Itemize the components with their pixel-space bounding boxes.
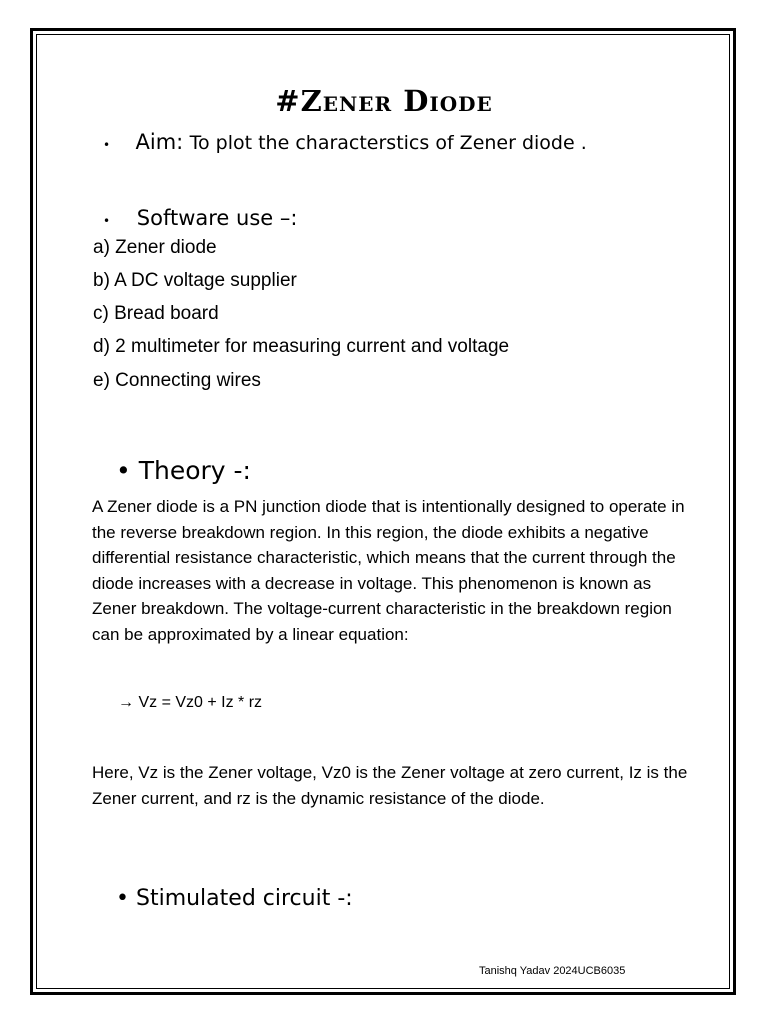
circuit-heading: [116, 886, 353, 911]
list-item: e) Connecting wires: [93, 370, 261, 391]
software-heading: [103, 206, 297, 230]
aim-text: To plot the characterstics of Zener diode .: [189, 132, 587, 154]
software-heading-text: Software use –:: [136, 206, 298, 230]
theory-heading-text: Theory -:: [138, 456, 251, 485]
aim-line: [103, 130, 587, 154]
aim-label: Aim:: [135, 130, 184, 154]
theory-paragraph: A Zener diode is a PN junction diode that is intentionally designed to operate in the reverse breakdown region. In this region, the diode exhibits a negative differential resistance characteristic, which means that the current through the diode increases with a decrease in voltage. This phenomenon is known as Zener breakdown. The voltage-current characteristic in the breakdown region can be approximated by a linear equation:: [92, 497, 685, 644]
circuit-heading-text: Stimulated circuit -:: [135, 886, 353, 911]
list-item: c) Bread board: [93, 303, 219, 324]
list-item: a) Zener diode: [93, 237, 217, 258]
theory-bullet: •: [116, 456, 131, 485]
page-title: #Zener Diode: [275, 84, 493, 118]
list-item: d) 2 multimeter for measuring current and voltage: [93, 336, 510, 357]
circuit-bullet: •: [116, 886, 129, 911]
aim-bullet: •: [103, 138, 111, 152]
zener-equation: → Vz = Vz0 + Iz * rz: [118, 694, 263, 711]
equation-explanation: Here, Vz is the Zener voltage, Vz0 is the Zener voltage at zero current, Iz is the Zener current, and rz is the dynamic resistance of the diode.: [92, 763, 688, 808]
list-item: b) A DC voltage supplier: [93, 270, 297, 291]
theory-heading: [116, 456, 251, 485]
author-footer: Tanishq Yadav 2024UCB6035: [479, 965, 626, 977]
software-bullet: •: [103, 214, 111, 228]
